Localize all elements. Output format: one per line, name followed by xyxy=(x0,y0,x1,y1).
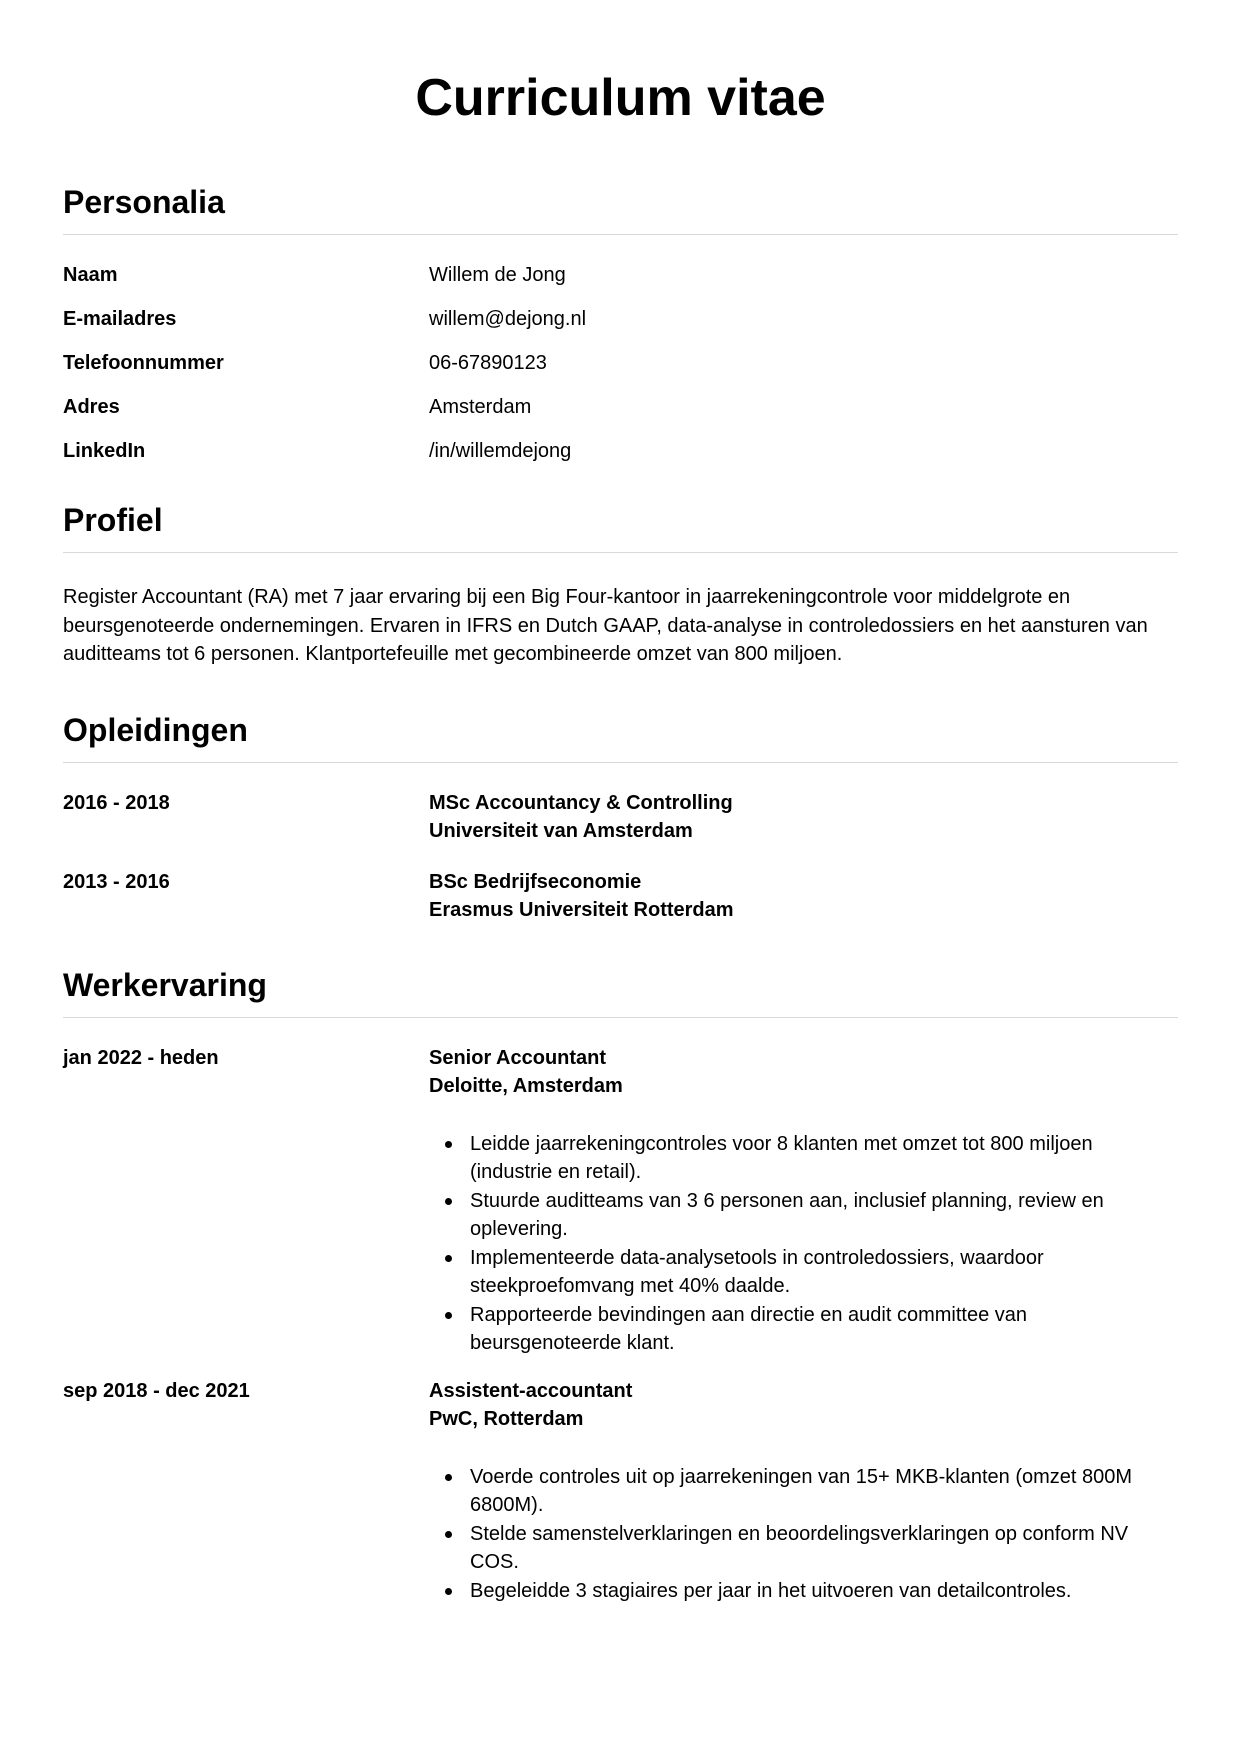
education-degree: BSc Bedrijfseconomie xyxy=(429,870,642,893)
profiel-section xyxy=(63,500,1178,669)
opleidingen-heading: Opleidingen xyxy=(63,710,1178,763)
work-period: jan 2022 - heden xyxy=(63,1046,219,1069)
opleidingen-section xyxy=(63,710,1178,924)
field-value: willem@dejong.nl xyxy=(429,308,587,330)
achievement-item: Implementeerde data-analysetools in controledossiers, waardoor steekproefomvang met 40% daalde. xyxy=(470,1244,1178,1301)
field-label: Naam xyxy=(63,264,118,286)
achievement-item: Stelde samenstelverklaringen en beoordelingsverklaringen op conform NV COS. xyxy=(470,1520,1178,1577)
work-achievements xyxy=(429,1130,1178,1358)
work-entry xyxy=(63,1377,1178,1606)
work-company: Deloitte, Amsterdam xyxy=(429,1074,623,1097)
personalia-row-linkedin xyxy=(63,437,1178,465)
education-institution: Universiteit van Amsterdam xyxy=(429,819,693,842)
work-period: sep 2018 - dec 2021 xyxy=(63,1379,250,1402)
achievement-item: Voerde controles uit op jaarrekeningen van 15+ MKB-klanten (omzet 800M 6800M). xyxy=(470,1463,1178,1520)
work-achievements xyxy=(429,1463,1178,1606)
education-entry xyxy=(63,789,1178,868)
werkervaring-heading: Werkervaring xyxy=(63,965,1178,1018)
achievement-item: Leidde jaarrekeningcontroles voor 8 klanten met omzet tot 800 miljoen (industrie en retail). xyxy=(470,1130,1178,1187)
work-entry xyxy=(63,1044,1178,1358)
personalia-row-email xyxy=(63,305,1178,349)
work-role: Assistent-accountant xyxy=(429,1379,633,1402)
field-label: E-mailadres xyxy=(63,308,177,330)
field-value: /in/willemdejong xyxy=(429,440,572,462)
personalia-row-naam xyxy=(63,261,1178,305)
werkervaring-section xyxy=(63,965,1178,1606)
field-value: Willem de Jong xyxy=(429,264,566,286)
personalia-heading: Personalia xyxy=(63,182,1178,235)
work-company: PwC, Rotterdam xyxy=(429,1407,584,1430)
field-value: 06-67890123 xyxy=(429,352,547,374)
personalia-row-adres xyxy=(63,393,1178,437)
education-period: 2016 - 2018 xyxy=(63,791,170,814)
profile-text: Register Accountant (RA) met 7 jaar ervaring bij een Big Four-kantoor in jaarrekeningcontrole voor middelgrote en beursgenoteerde ondernemingen. Ervaren in IFRS en Dutch GAAP, data-analyse in controledossiers en het aansturen van auditteams tot 6 personen. Klantportefeuille met gecombineerde omzet van 800 miljoen. xyxy=(63,586,1148,665)
achievement-item: Begeleidde 3 stagiaires per jaar in het uitvoeren van detailcontroles. xyxy=(470,1577,1178,1606)
achievement-item: Rapporteerde bevindingen aan directie en audit committee van beursgenoteerde klant. xyxy=(470,1301,1178,1358)
field-label: LinkedIn xyxy=(63,440,146,462)
education-institution: Erasmus Universiteit Rotterdam xyxy=(429,898,734,921)
education-period: 2013 - 2016 xyxy=(63,870,170,893)
achievement-item: Stuurde auditteams van 3 6 personen aan, inclusief planning, review en oplevering. xyxy=(470,1187,1178,1244)
document-title: Curriculum vitae xyxy=(415,69,826,127)
personalia-row-telefoon xyxy=(63,349,1178,393)
education-degree: MSc Accountancy & Controlling xyxy=(429,791,733,814)
profiel-heading: Profiel xyxy=(63,500,1178,553)
education-entry xyxy=(63,868,1178,924)
personalia-section xyxy=(63,182,1178,465)
work-role: Senior Accountant xyxy=(429,1046,607,1069)
field-value: Amsterdam xyxy=(429,396,532,418)
field-label: Telefoonnummer xyxy=(63,352,224,374)
field-label: Adres xyxy=(63,396,120,418)
